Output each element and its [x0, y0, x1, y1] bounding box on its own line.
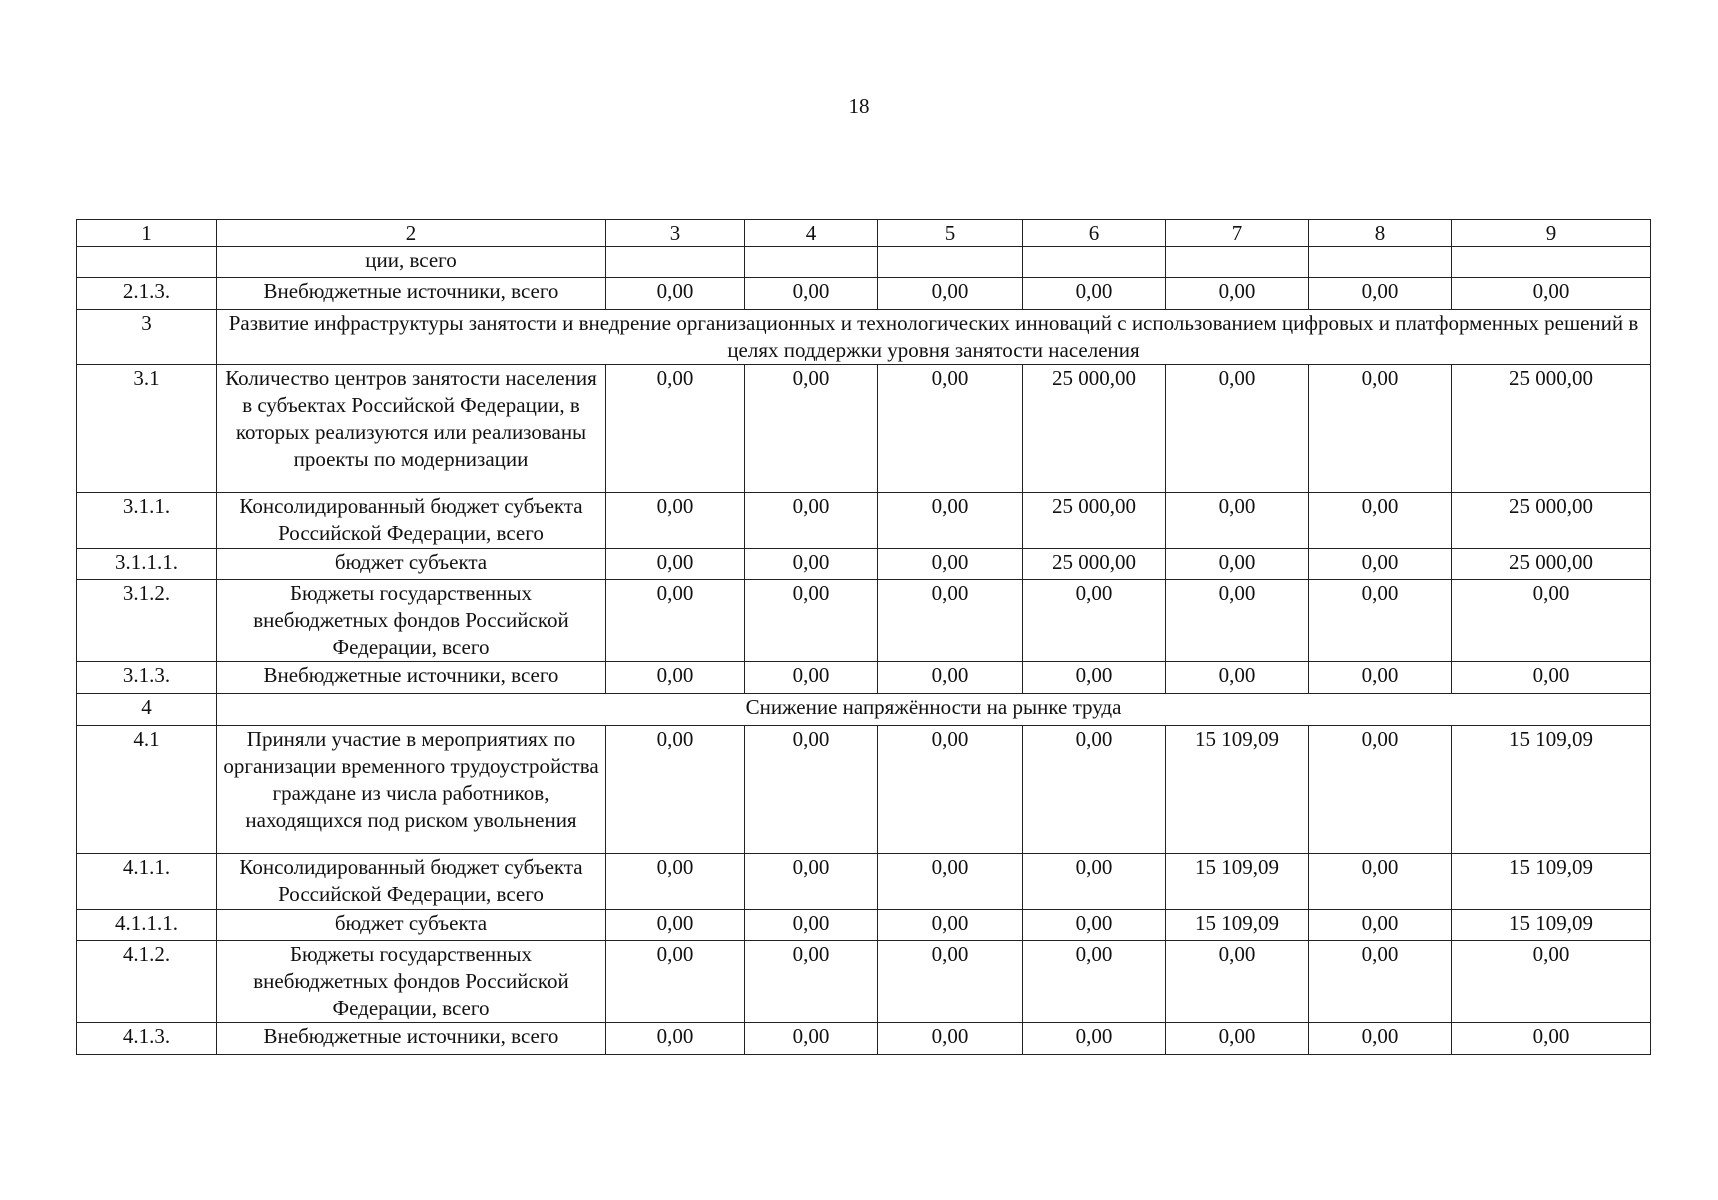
value-cell: 0,00 [1309, 580, 1452, 662]
value-cell: 0,00 [1309, 726, 1452, 854]
value-cell: 0,00 [1023, 580, 1166, 662]
value-cell: 0,00 [1166, 941, 1309, 1023]
row-number: 2.1.3. [77, 278, 217, 310]
value-cell: 0,00 [745, 941, 878, 1023]
row-number: 3.1.1. [77, 493, 217, 549]
row-number [77, 247, 217, 278]
value-cell: 0,00 [606, 365, 745, 493]
row-number: 4.1.3. [77, 1023, 217, 1055]
value-cell: 0,00 [745, 726, 878, 854]
row-name: Бюджеты государственных внебюджетных фондов Российской Федерации, всего [217, 580, 606, 662]
value-cell: 0,00 [1452, 278, 1651, 310]
row-name: бюджет субъекта [217, 910, 606, 941]
row-number: 3.1 [77, 365, 217, 493]
value-cell: 0,00 [878, 549, 1023, 580]
value-cell: 0,00 [878, 726, 1023, 854]
value-cell: 15 109,09 [1452, 726, 1651, 854]
column-header: 1 [77, 220, 217, 247]
value-cell: 0,00 [1309, 278, 1452, 310]
value-cell: 0,00 [1452, 662, 1651, 694]
value-cell: 0,00 [745, 493, 878, 549]
value-cell: 0,00 [1309, 941, 1452, 1023]
value-cell: 0,00 [1166, 662, 1309, 694]
row-number: 4.1.1.1. [77, 910, 217, 941]
row-name: Бюджеты государственных внебюджетных фондов Российской Федерации, всего [217, 941, 606, 1023]
column-header: 3 [606, 220, 745, 247]
row-name: Количество центров занятости населения в субъектах Российской Федерации, в которых реализуются или реализованы проекты по модернизации [217, 365, 606, 493]
value-cell: 0,00 [878, 580, 1023, 662]
column-header: 9 [1452, 220, 1651, 247]
column-header: 4 [745, 220, 878, 247]
row-number: 4.1 [77, 726, 217, 854]
value-cell: 0,00 [1166, 1023, 1309, 1055]
section-title: Снижение напряжённости на рынке труда [217, 694, 1651, 726]
value-cell: 0,00 [1452, 580, 1651, 662]
value-cell: 0,00 [1023, 278, 1166, 310]
column-header: 5 [878, 220, 1023, 247]
row-number: 4.1.1. [77, 854, 217, 910]
column-header: 6 [1023, 220, 1166, 247]
value-cell: 0,00 [1023, 910, 1166, 941]
value-cell: 0,00 [1452, 941, 1651, 1023]
value-cell [1166, 247, 1309, 278]
value-cell: 0,00 [878, 854, 1023, 910]
header-row [77, 220, 1651, 247]
column-header: 2 [217, 220, 606, 247]
value-cell: 0,00 [878, 365, 1023, 493]
value-cell: 0,00 [745, 580, 878, 662]
value-cell: 25 000,00 [1452, 365, 1651, 493]
value-cell: 0,00 [606, 549, 745, 580]
value-cell: 0,00 [1023, 726, 1166, 854]
table-row [77, 662, 1651, 694]
value-cell: 0,00 [1023, 662, 1166, 694]
table-row [77, 854, 1651, 910]
value-cell: 0,00 [878, 493, 1023, 549]
value-cell: 0,00 [745, 549, 878, 580]
value-cell: 0,00 [606, 580, 745, 662]
value-cell: 0,00 [1166, 278, 1309, 310]
row-number: 3.1.2. [77, 580, 217, 662]
value-cell: 0,00 [878, 941, 1023, 1023]
row-number: 3.1.3. [77, 662, 217, 694]
value-cell: 25 000,00 [1023, 365, 1166, 493]
value-cell: 0,00 [1023, 941, 1166, 1023]
value-cell: 0,00 [1309, 662, 1452, 694]
value-cell: 0,00 [606, 910, 745, 941]
value-cell: 0,00 [878, 1023, 1023, 1055]
table-row [77, 726, 1651, 854]
value-cell [1452, 247, 1651, 278]
section-row [77, 694, 1651, 726]
row-name: Внебюджетные источники, всего [217, 278, 606, 310]
value-cell: 15 109,09 [1452, 854, 1651, 910]
value-cell: 15 109,09 [1166, 854, 1309, 910]
table-row [77, 549, 1651, 580]
value-cell: 25 000,00 [1452, 493, 1651, 549]
value-cell: 0,00 [606, 278, 745, 310]
row-name: Консолидированный бюджет субъекта Российской Федерации, всего [217, 493, 606, 549]
value-cell: 0,00 [745, 854, 878, 910]
column-header: 8 [1309, 220, 1452, 247]
value-cell: 0,00 [1023, 1023, 1166, 1055]
row-number: 4.1.2. [77, 941, 217, 1023]
table-row [77, 278, 1651, 310]
table-row [77, 1023, 1651, 1055]
value-cell: 0,00 [606, 726, 745, 854]
section-title: Развитие инфраструктуры занятости и внедрение организационных и технологических инноваций с использованием цифровых и платформенных решений в целях поддержки уровня занятости населения [217, 310, 1651, 365]
value-cell [745, 247, 878, 278]
value-cell: 0,00 [1166, 549, 1309, 580]
row-name: бюджет субъекта [217, 549, 606, 580]
value-cell: 0,00 [606, 854, 745, 910]
value-cell: 0,00 [745, 910, 878, 941]
value-cell: 0,00 [745, 365, 878, 493]
value-cell: 0,00 [606, 662, 745, 694]
value-cell: 0,00 [878, 278, 1023, 310]
value-cell [1309, 247, 1452, 278]
value-cell: 0,00 [878, 662, 1023, 694]
row-name: Приняли участие в мероприятиях по организации временного трудоустройства граждане из числа работников, находящихся под риском увольнения [217, 726, 606, 854]
row-number: 4 [77, 694, 217, 726]
value-cell [606, 247, 745, 278]
value-cell: 0,00 [1309, 910, 1452, 941]
value-cell: 0,00 [1309, 493, 1452, 549]
row-number: 3 [77, 310, 217, 365]
budget-table [76, 219, 1651, 1055]
value-cell: 0,00 [606, 1023, 745, 1055]
value-cell: 0,00 [1023, 854, 1166, 910]
table-row [77, 365, 1651, 493]
value-cell: 0,00 [1452, 1023, 1651, 1055]
table-row [77, 493, 1651, 549]
value-cell: 0,00 [1166, 580, 1309, 662]
value-cell: 0,00 [745, 1023, 878, 1055]
value-cell: 15 109,09 [1452, 910, 1651, 941]
value-cell: 0,00 [606, 493, 745, 549]
value-cell: 0,00 [606, 941, 745, 1023]
row-name: Внебюджетные источники, всего [217, 662, 606, 694]
row-number: 3.1.1.1. [77, 549, 217, 580]
table-row [77, 941, 1651, 1023]
value-cell: 0,00 [745, 278, 878, 310]
value-cell: 0,00 [1309, 365, 1452, 493]
value-cell: 0,00 [878, 910, 1023, 941]
value-cell: 25 000,00 [1023, 549, 1166, 580]
row-name: ции, всего [217, 247, 606, 278]
section-row [77, 310, 1651, 365]
value-cell: 25 000,00 [1023, 493, 1166, 549]
value-cell: 15 109,09 [1166, 910, 1309, 941]
value-cell: 0,00 [1166, 493, 1309, 549]
table-row [77, 247, 1651, 278]
value-cell: 15 109,09 [1166, 726, 1309, 854]
table-row [77, 580, 1651, 662]
row-name: Консолидированный бюджет субъекта Российской Федерации, всего [217, 854, 606, 910]
column-header: 7 [1166, 220, 1309, 247]
table-row [77, 910, 1651, 941]
value-cell: 25 000,00 [1452, 549, 1651, 580]
value-cell: 0,00 [745, 662, 878, 694]
table-body [77, 220, 1651, 1055]
value-cell: 0,00 [1309, 549, 1452, 580]
value-cell [1023, 247, 1166, 278]
value-cell [878, 247, 1023, 278]
value-cell: 0,00 [1309, 1023, 1452, 1055]
page-number: 18 [848, 94, 870, 118]
row-name: Внебюджетные источники, всего [217, 1023, 606, 1055]
value-cell: 0,00 [1166, 365, 1309, 493]
value-cell: 0,00 [1309, 854, 1452, 910]
